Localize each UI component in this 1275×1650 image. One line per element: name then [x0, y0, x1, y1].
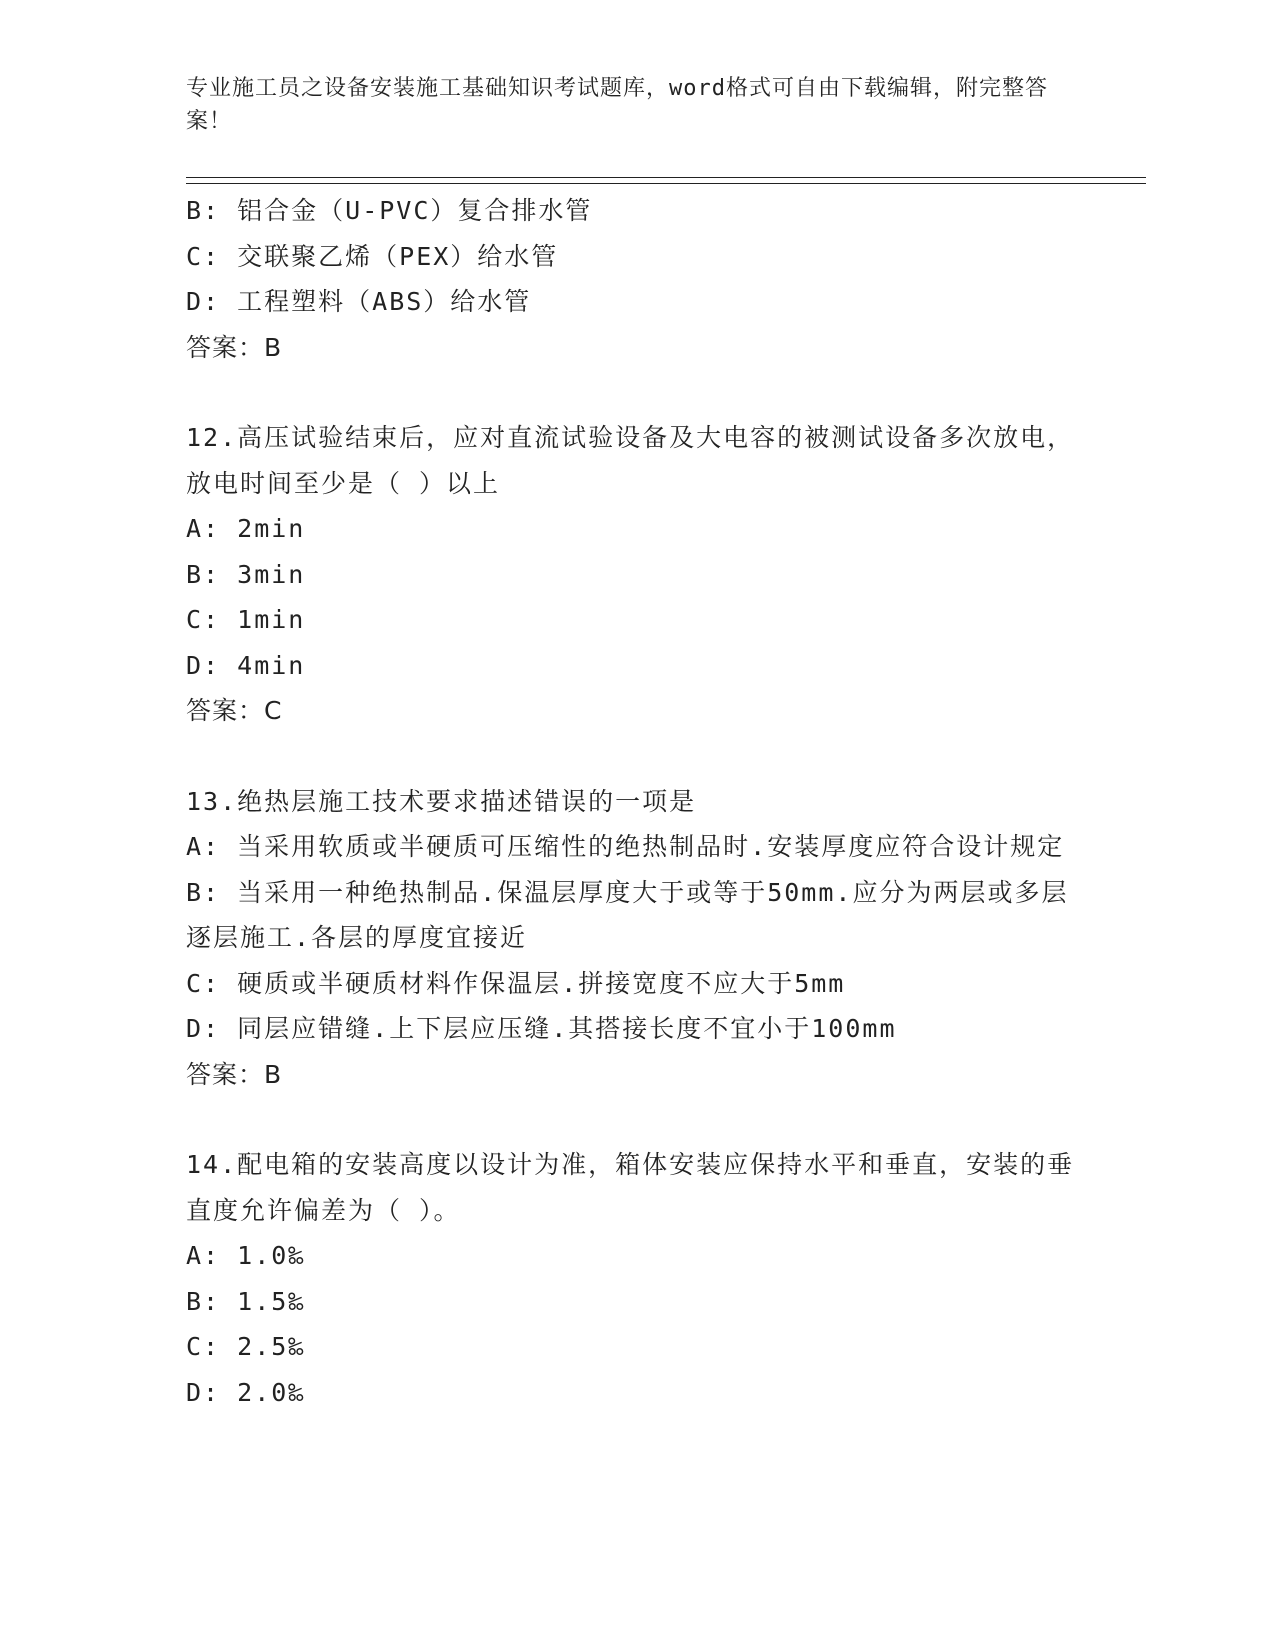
option-c: C: 硬质或半硬质材料作保温层.拼接宽度不应大于5mm — [186, 968, 846, 998]
previous-question-tail — [186, 188, 1076, 370]
option-b: B: 3min — [186, 559, 306, 589]
question-13 — [186, 779, 1076, 1098]
answer-line: 答案：C — [186, 696, 283, 725]
option-c: C: 1min — [186, 605, 306, 634]
question-14 — [186, 1142, 1076, 1415]
option-b: B: 铝合金（U-PVC）复合排水管 — [186, 196, 593, 225]
header-divider — [186, 177, 1146, 184]
option-b: B: 1.5‰ — [186, 1286, 306, 1316]
page-header: 专业施工员之设备安装施工基础知识考试题库，word格式可自由下载编辑，附完整答案！ — [186, 76, 1048, 134]
option-c: C: 2.5‰ — [186, 1332, 306, 1361]
option-a: A: 1.0‰ — [186, 1241, 306, 1270]
question-12 — [186, 415, 1076, 734]
option-a: A: 当采用软质或半硬质可压缩性的绝热制品时.安装厚度应符合设计规定 — [186, 832, 1065, 861]
option-d: D: 工程塑料（ABS）给水管 — [186, 287, 532, 316]
question-stem: 12.高压试验结束后，应对直流试验设备及大电容的被测试设备多次放电，放电时间至少是（ ）以上 — [186, 423, 1075, 498]
option-d: D: 4min — [186, 650, 306, 680]
question-stem: 14.配电箱的安装高度以设计为准，箱体安装应保持水平和垂直，安装的垂直度允许偏差为（ ）。 — [186, 1150, 1075, 1225]
option-d: D: 2.0‰ — [186, 1377, 306, 1407]
option-a: A: 2min — [186, 514, 306, 543]
option-b: B: 当采用一种绝热制品.保温层厚度大于或等于50mm.应分为两层或多层逐层施工.各层的厚度宜接近 — [186, 877, 1069, 952]
option-c: C: 交联聚乙烯（PEX）给水管 — [186, 241, 559, 271]
document-body — [186, 188, 1076, 1415]
option-d: D: 同层应错缝.上下层应压缝.其搭接长度不宜小于100mm — [186, 1014, 897, 1043]
question-stem: 13.绝热层施工技术要求描述错误的一项是 — [186, 786, 697, 816]
answer-line: 答案：B — [186, 332, 283, 362]
answer-line: 答案：B — [186, 1059, 283, 1089]
